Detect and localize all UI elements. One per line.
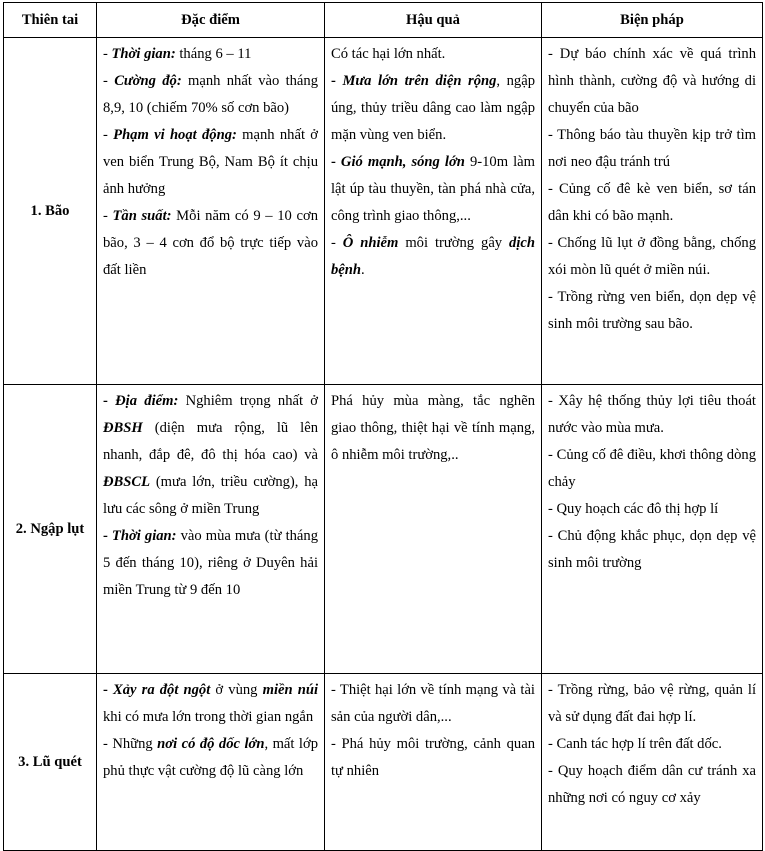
text-run: miền núi xyxy=(262,682,319,698)
text-run: - xyxy=(331,73,343,89)
text-run: - Chống lũ lụt ở đồng bằng, chống xói mòn lũ quét ở miền núi. xyxy=(548,235,756,278)
measures-cell xyxy=(542,385,762,577)
text-run: - Chủ động khắc phục, dọn dẹp vệ sinh môi trường xyxy=(548,528,756,571)
consequences-cell xyxy=(325,38,541,284)
cell-paragraph xyxy=(331,731,535,785)
cell-paragraph xyxy=(548,122,756,176)
cell-paragraph xyxy=(331,388,535,469)
cell-paragraph xyxy=(548,442,756,496)
text-run: Mỗi năm có 9 – 10 cơn bão, 3 – 4 cơn đổ bộ trực tiếp vào đất liền xyxy=(103,208,318,278)
text-run: mạnh nhất ở ven biển Trung Bộ, Nam Bộ ít chịu ảnh hưởng xyxy=(103,127,319,197)
text-run: - Củng cố đê kè ven biển, sơ tán dân khi có bão mạnh. xyxy=(548,181,756,224)
text-run: - xyxy=(103,46,112,62)
text-run: Nghiêm trọng nhất ở xyxy=(178,393,318,409)
header-measures: Biện pháp xyxy=(542,3,763,38)
cell-paragraph xyxy=(331,68,535,149)
text-run: , ngập úng, thủy triều dâng cao làm ngập mặn vùng ven biển. xyxy=(331,73,535,143)
cell-paragraph xyxy=(548,388,756,442)
cell-paragraph xyxy=(548,284,756,338)
text-run: - xyxy=(103,393,116,409)
cell-paragraph xyxy=(331,677,535,731)
text-run: Tần suất: xyxy=(112,208,172,224)
cell-paragraph xyxy=(103,388,318,523)
text-run: Cường độ: xyxy=(114,73,182,89)
text-run: - Trồng rừng ven biển, dọn dẹp vệ sinh môi trường sau bão. xyxy=(548,289,756,332)
cell-paragraph xyxy=(548,176,756,230)
table-row xyxy=(4,385,763,674)
text-run: (mưa lớn, triều cường), hạ lưu các sông ở miền Trung xyxy=(103,474,318,517)
hazard-name: 3. Lũ quét xyxy=(4,674,97,851)
cell-paragraph xyxy=(548,677,756,731)
text-run: - Quy hoạch điểm dân cư tránh xa những nơi có nguy cơ xảy xyxy=(548,763,756,806)
text-run: - xyxy=(103,73,115,89)
features-cell xyxy=(97,38,324,284)
text-run: - xyxy=(331,235,343,251)
hazard-name: 2. Ngập lụt xyxy=(4,385,97,674)
text-run: - xyxy=(103,127,114,143)
text-run: - Trồng rừng, bảo vệ rừng, quản lí và sử dụng đất đai hợp lí. xyxy=(548,682,756,725)
text-run: - Xây hệ thống thủy lợi tiêu thoát nước vào mùa mưa. xyxy=(548,393,756,436)
header-consequences: Hậu quả xyxy=(325,3,542,38)
text-run: - Quy hoạch các đô thị hợp lí xyxy=(548,501,719,517)
features-cell xyxy=(97,385,324,604)
cell-paragraph xyxy=(548,496,756,523)
consequences-cell xyxy=(325,385,541,469)
text-run: Ô nhiễm xyxy=(342,235,399,251)
text-run: Gió mạnh, sóng lớn xyxy=(340,154,465,170)
text-run: Thời gian: xyxy=(111,528,177,544)
text-run: - Dự báo chính xác về quá trình hình thành, cường độ và hướng di chuyển của bão xyxy=(548,46,756,116)
table-row xyxy=(4,38,763,385)
text-run: - Thông báo tàu thuyền kịp trở tìm nơi neo đậu tránh trú xyxy=(548,127,756,170)
cell-paragraph xyxy=(103,203,318,284)
text-run: - Canh tác hợp lí trên đất dốc. xyxy=(548,736,722,752)
cell-paragraph xyxy=(548,230,756,284)
features-cell xyxy=(97,674,324,785)
header-row xyxy=(4,3,763,38)
text-run: Mưa lớn trên diện rộng xyxy=(342,73,497,89)
cell-paragraph xyxy=(103,68,318,122)
cell-paragraph xyxy=(548,523,756,577)
text-run: nơi có độ dốc lớn xyxy=(157,736,265,752)
text-run: ĐBSH xyxy=(103,420,143,436)
header-hazard: Thiên tai xyxy=(4,3,97,38)
text-run: - Những xyxy=(103,736,158,752)
cell-paragraph xyxy=(103,523,318,604)
text-run: Thời gian: xyxy=(111,46,176,62)
text-run: ĐBSCL xyxy=(103,474,151,490)
table-row xyxy=(4,674,763,851)
hazard-name: 1. Bão xyxy=(4,38,97,385)
text-run: . xyxy=(361,262,365,278)
text-run: khi có mưa lớn trong thời gian ngắn xyxy=(103,709,314,725)
text-run: tháng 6 – 11 xyxy=(175,46,252,62)
text-run: - xyxy=(103,528,112,544)
text-run: - xyxy=(103,208,113,224)
text-run: - xyxy=(331,154,341,170)
text-run: mạnh nhất vào tháng 8,9, 10 (chiếm 70% số cơn bão) xyxy=(103,73,319,116)
text-run: Phạm vi hoạt động: xyxy=(113,127,237,143)
text-run: - Củng cố đê điều, khơi thông dòng chảy xyxy=(548,447,756,490)
text-run: 9-10m làm lật úp tàu thuyền, tàn phá nhà cửa, công trình giao thông,... xyxy=(331,154,535,224)
text-run: môi trường gây xyxy=(398,235,510,251)
text-run: (diện mưa rộng, lũ lên nhanh, đắp đê, đô thị hóa cao) và xyxy=(103,420,318,463)
cell-paragraph xyxy=(331,149,535,230)
text-run: - Thiệt hại lớn về tính mạng và tài sản của người dân,... xyxy=(331,682,535,725)
text-run: Có tác hại lớn nhất. xyxy=(331,46,446,62)
text-run: , mất lớp phủ thực vật cường độ lũ càng lớn xyxy=(103,736,318,779)
cell-paragraph xyxy=(548,41,756,122)
text-run: - xyxy=(103,682,113,698)
text-run: - Phá hủy môi trường, cảnh quan tự nhiên xyxy=(331,736,535,779)
text-run: dịch bệnh xyxy=(331,235,535,278)
cell-paragraph xyxy=(331,230,535,284)
hazards-table xyxy=(3,2,763,851)
text-run: Địa điểm: xyxy=(115,393,179,409)
header-features: Đặc điểm xyxy=(97,3,325,38)
consequences-cell xyxy=(325,674,541,785)
cell-paragraph xyxy=(103,677,318,731)
text-run: ở vùng xyxy=(210,682,263,698)
measures-cell xyxy=(542,38,762,338)
cell-paragraph xyxy=(103,122,318,203)
cell-paragraph xyxy=(103,731,318,785)
cell-paragraph xyxy=(548,731,756,758)
cell-paragraph xyxy=(331,41,535,68)
cell-paragraph xyxy=(548,758,756,812)
cell-paragraph xyxy=(103,41,318,68)
text-run: vào mùa mưa (từ tháng 5 đến tháng 10), riêng ở Duyên hải miền Trung từ 9 đến 10 xyxy=(103,528,318,598)
text-run: Phá hủy mùa màng, tắc nghẽn giao thông, thiệt hại về tính mạng, ô nhiễm môi trường,.. xyxy=(331,393,535,463)
text-run: Xảy ra đột ngột xyxy=(113,682,211,698)
measures-cell xyxy=(542,674,762,812)
